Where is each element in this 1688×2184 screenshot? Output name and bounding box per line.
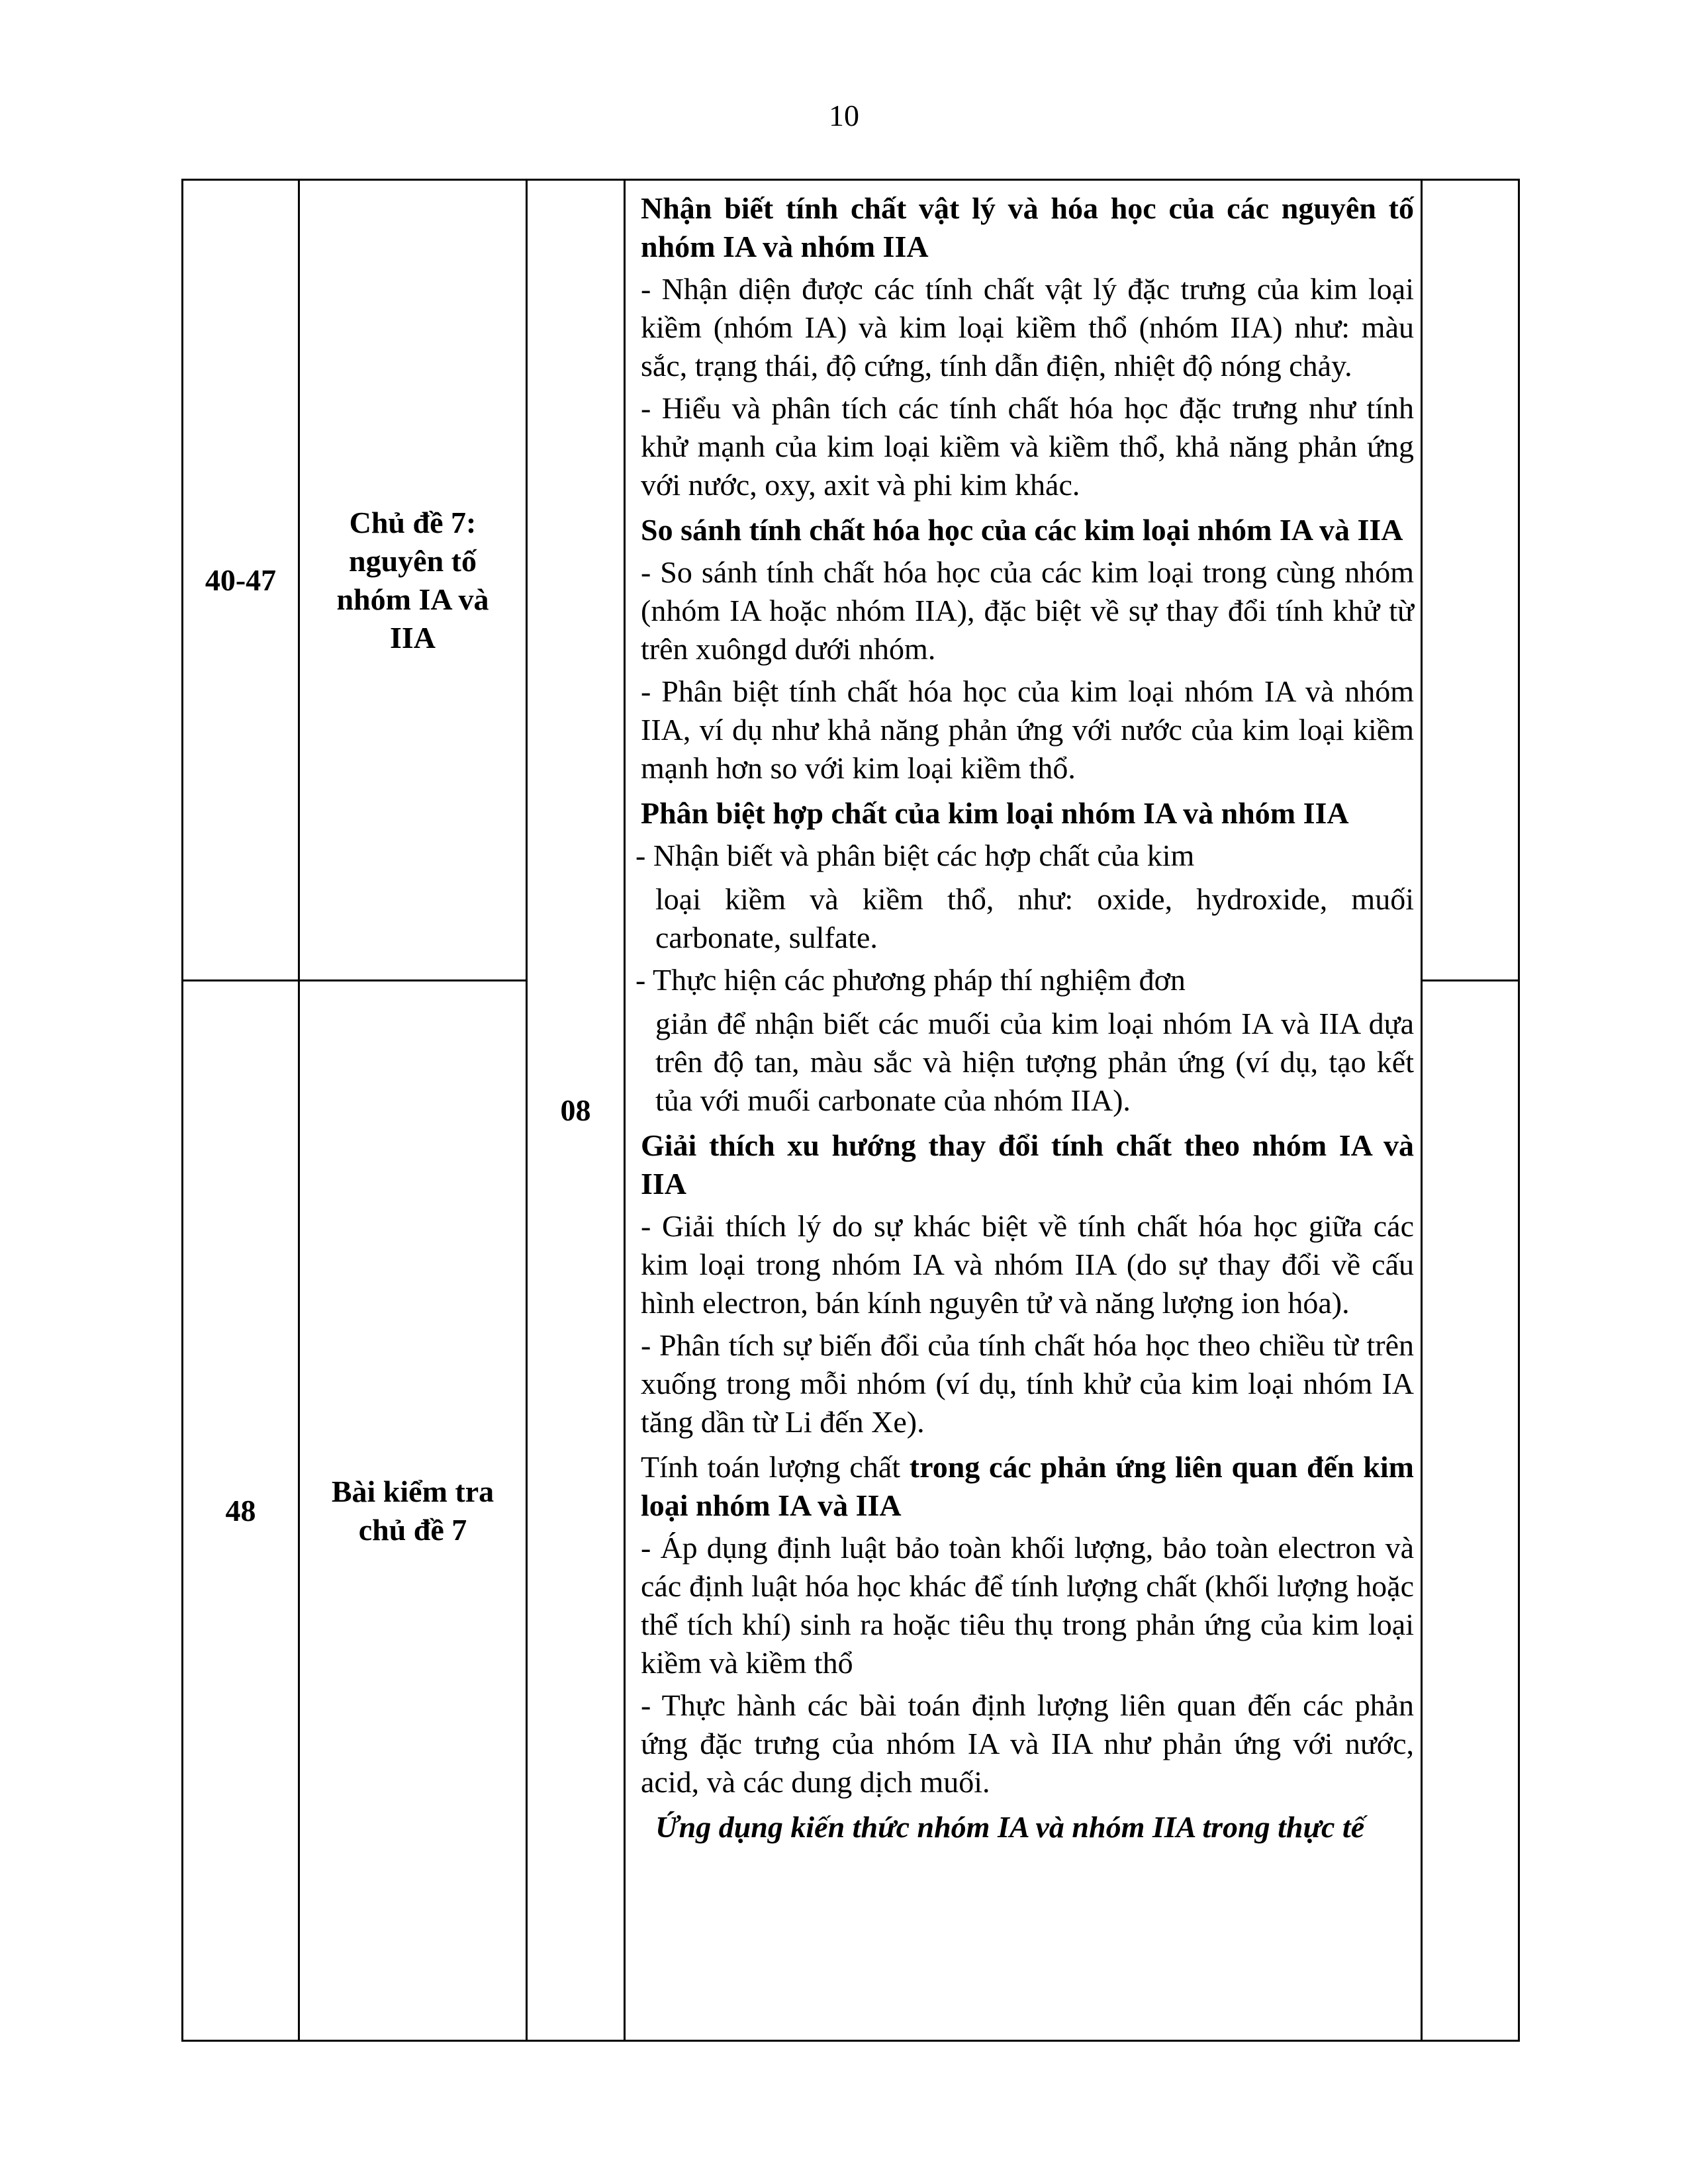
period-number: 40-47 [205,563,277,597]
paragraph: - So sánh tính chất hóa học của các kim loại trong cùng nhóm (nhóm IA hoặc nhóm IIA), đặc biệt về sự thay đổi tính khử từ trên xuôngd dưới nhóm. [641,555,1414,666]
paragraph: - Thực hành các bài toán định lượng liên quan đến các phản ứng đặc trưng của nhóm IA và IIA như phản ứng với nước, acid, và các dung dịch muối. [641,1688,1414,1799]
table-bottom-border [181,2040,1520,2042]
paragraph: - Phân tích sự biến đổi của tính chất hóa học theo chiều từ trên xuống trong mỗi nhóm (ví dụ, tính khử của kim loại nhóm IA tăng dần từ Li đến Xe). [641,1328,1414,1439]
page-number: 10 [829,99,859,132]
topic-title: Bài kiểm tra chủ đề 7 [331,1474,494,1547]
paragraph: - Hiểu và phân tích các tính chất hóa học đặc trưng như tính khử mạnh của kim loại kiềm và kiềm thổ, khả năng phản ứng với nước, oxy, axit và phi kim khác. [641,391,1414,502]
row-divider-right [1421,979,1520,981]
lesson-count: 08 [560,1093,591,1127]
paragraph-continuation: giản để nhận biết các muối của kim loại nhóm IA và IIA dựa trên độ tan, màu sắc và hiện tượng phản ứng (ví dụ, tạo kết tủa với muối carbonate của nhóm IIA). [655,1007,1414,1117]
paragraph-lead: - Nhận biết và phân biệt các hợp chất của kim [635,839,1195,872]
column-divider-4 [1421,179,1423,2042]
section-heading [641,1448,1414,1525]
count-cell [528,181,624,2040]
period-cell-row2 [183,981,298,2040]
section-heading: Phân biệt hợp chất của kim loại nhóm IA và nhóm IIA [641,796,1349,830]
paragraph-lead: - Thực hiện các phương pháp thí nghiệm đơn [635,963,1186,997]
topic-cell-row2 [300,981,526,2040]
paragraph: - Nhận diện được các tính chất vật lý đặc trưng của kim loại kiềm (nhóm IA) và kim loại kiềm thổ (nhóm IIA) như: màu sắc, trạng thái, độ cứng, tính dẫn điện, nhiệt độ nóng chảy. [641,272,1414,383]
paragraph: - Áp dụng định luật bảo toàn khối lượng, bảo toàn electron và các định luật hóa học khác để tính lượng chất (khối lượng hoặc thể tích khí) sinh ra hoặc tiêu thụ trong phản ứng của kim loại kiềm và kiềm thổ [641,1531,1414,1680]
topic-title: Chủ đề 7: nguyên tố nhóm IA và IIA [336,505,489,655]
topic-cell-row1 [300,181,526,979]
section-heading: So sánh tính chất hóa học của các kim loại nhóm IA và IIA [641,513,1403,547]
section-heading: Ứng dụng kiến thức nhóm IA và nhóm IIA trong thực tế [655,1810,1365,1844]
paragraph: - Giải thích lý do sự khác biệt về tính chất hóa học giữa các kim loại trong nhóm IA và nhóm IIA (do sự thay đổi về cấu hình electron, bán kính nguyên tử và năng lượng ion hóa). [641,1209,1414,1320]
section-heading-plain: Tính toán lượng chất [641,1450,901,1484]
section-heading: Nhận biết tính chất vật lý và hóa học của các nguyên tố nhóm IA và nhóm IIA [641,191,1414,263]
section-heading: Giải thích xu hướng thay đổi tính chất theo nhóm IA và IIA [641,1128,1414,1201]
requirements-content [635,185,1414,1850]
column-divider-3 [624,179,626,2042]
period-number: 48 [225,1493,256,1527]
paragraph-continuation: loại kiềm và kiềm thổ, như: oxide, hydroxide, muối carbonate, sulfate. [655,882,1414,954]
section-heading-bold: trong các phản ứng liên quan đến kim loại nhóm IA và IIA [641,1450,1414,1522]
table-right-border [1518,179,1520,2042]
paragraph: - Phân biệt tính chất hóa học của kim loại nhóm IA và nhóm IIA, ví dụ như khả năng phản ứng với nước của kim loại kiềm mạnh hơn so với kim loại kiềm thổ. [641,674,1414,785]
period-cell-row1 [183,181,298,979]
